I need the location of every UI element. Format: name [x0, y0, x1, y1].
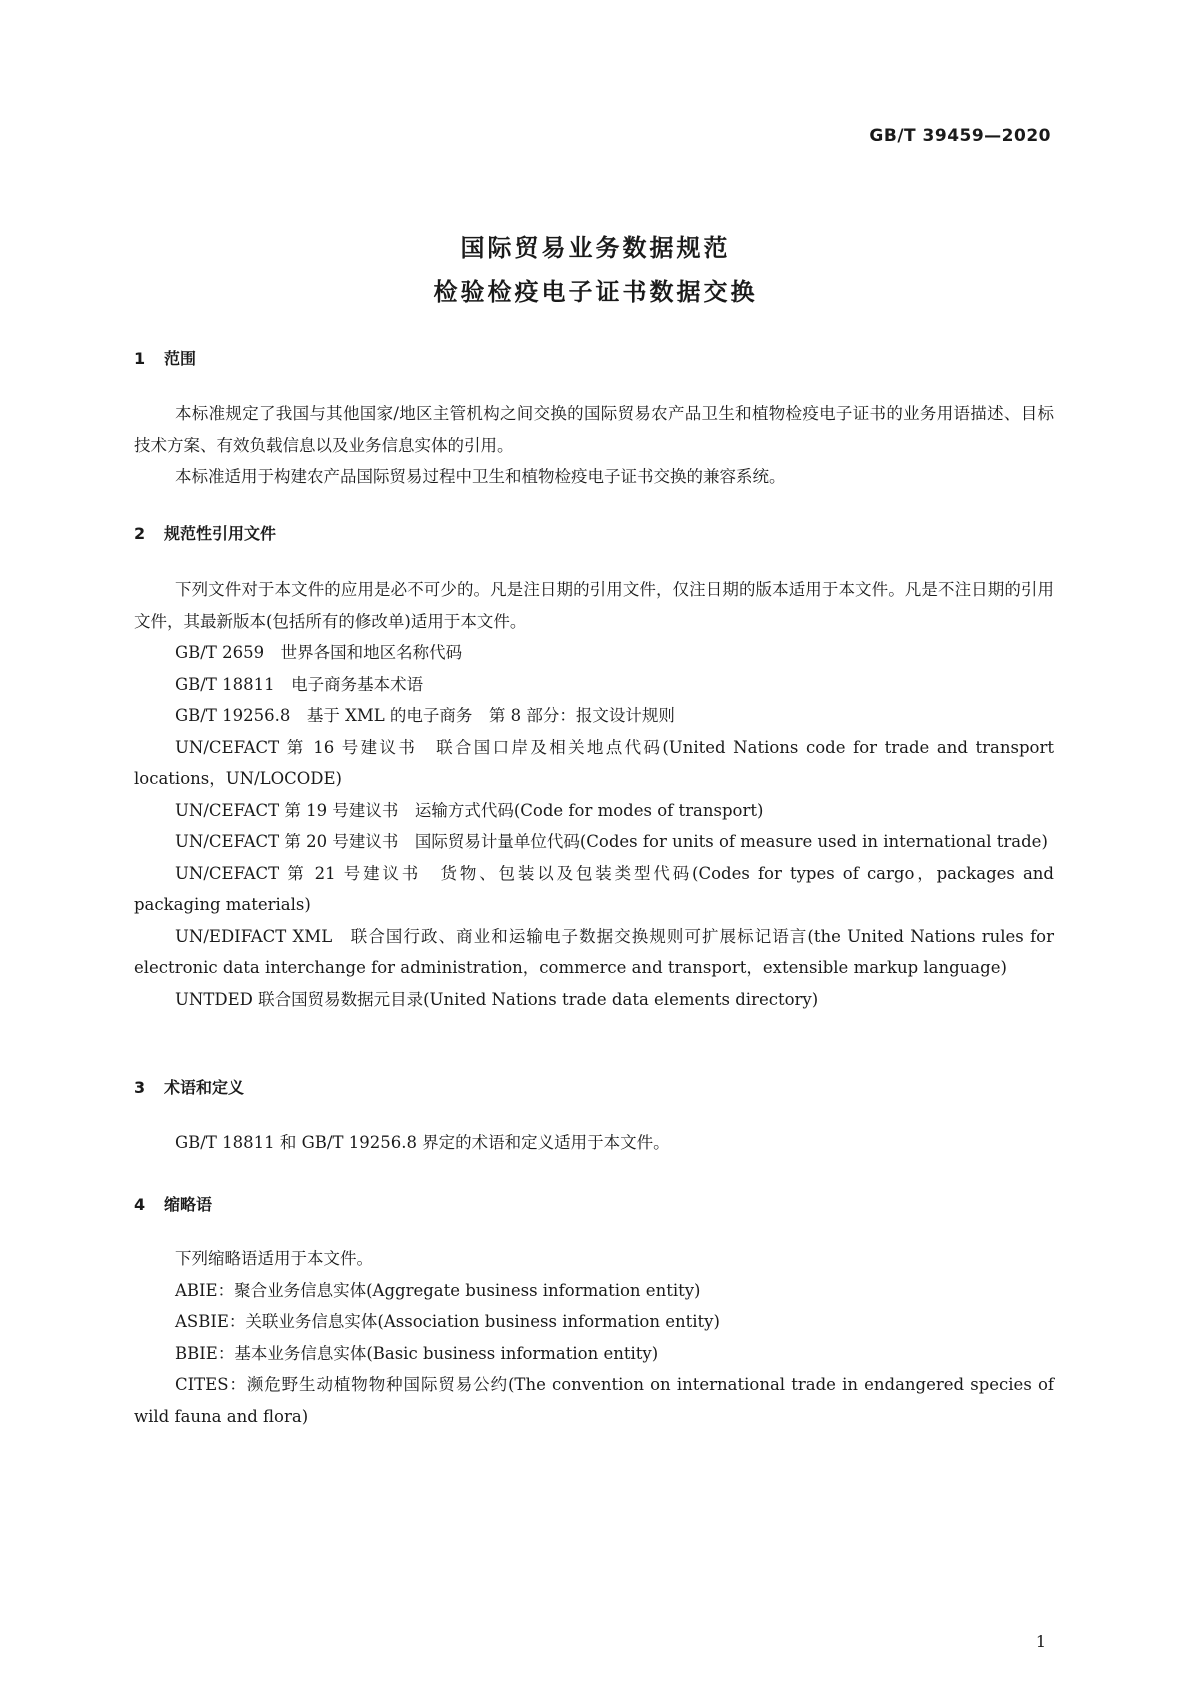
- section-1-body: [134, 398, 1054, 493]
- section-2-body: [134, 574, 1054, 1015]
- reference-item: UN/EDIFACT XML 联合国行政、商业和运输电子数据交换规则可扩展标记语言(the United Nations rules for electronic data interchange for administration，commerce and transport，extensible markup language): [134, 926, 1054, 977]
- reference-item: GB/T 2659 世界各国和地区名称代码: [175, 643, 463, 662]
- abbreviation-item: BBIE：基本业务信息实体(Basic business information entity): [175, 1343, 659, 1363]
- standard-number: GB/T 39459—2020: [869, 126, 1051, 146]
- paragraph: 下列缩略语适用于本文件。: [175, 1249, 373, 1268]
- section-number: 3: [134, 1078, 146, 1097]
- reference-item: GB/T 19256.8 基于 XML 的电子商务 第 8 部分：报文设计规则: [175, 706, 675, 725]
- section-title: 范围: [164, 349, 197, 368]
- paragraph: 本标准规定了我国与其他国家/地区主管机构之间交换的国际贸易农产品卫生和植物检疫电子证书的业务用语描述、目标技术方案、有效负载信息以及业务信息实体的引用。: [134, 404, 1054, 455]
- reference-item: UN/CEFACT 第 19 号建议书 运输方式代码(Code for modes of transport): [175, 800, 764, 820]
- document-title-line-1: 国际贸易业务数据规范: [460, 234, 731, 262]
- paragraph: 下列文件对于本文件的应用是必不可少的。凡是注日期的引用文件，仅注日期的版本适用于本文件。凡是不注日期的引用文件，其最新版本(包括所有的修改单)适用于本文件。: [134, 580, 1054, 631]
- paragraph: 本标准适用于构建农产品国际贸易过程中卫生和植物检疫电子证书交换的兼容系统。: [175, 467, 786, 486]
- section-title: 术语和定义: [164, 1078, 245, 1097]
- section-2-heading: [134, 521, 276, 544]
- section-number: 2: [134, 524, 146, 543]
- document-title-line-2: 检验检疫电子证书数据交换: [433, 278, 758, 306]
- reference-item: UN/CEFACT 第 21 号建议书 货物、包装以及包装类型代码(Codes for types of cargo，packages and packaging materials): [134, 863, 1054, 914]
- reference-item: UN/CEFACT 第 16 号建议书 联合国口岸及相关地点代码(United Nations code for trade and transport locations，UN/LOCODE): [134, 737, 1054, 788]
- section-title: 缩略语: [164, 1195, 213, 1214]
- reference-item: UN/CEFACT 第 20 号建议书 国际贸易计量单位代码(Codes for units of measure used in international trade): [175, 832, 1048, 851]
- section-3-heading: [134, 1075, 244, 1098]
- reference-item: GB/T 18811 电子商务基本术语: [175, 674, 424, 694]
- abbreviation-item: ASBIE：关联业务信息实体(Association business information entity): [175, 1312, 720, 1331]
- section-title: 规范性引用文件: [164, 524, 277, 543]
- reference-item: UNTDED 联合国贸易数据元目录(United Nations trade data elements directory): [175, 989, 819, 1009]
- section-4-heading: [134, 1192, 212, 1215]
- section-number: 4: [134, 1195, 146, 1214]
- section-3-body: [134, 1127, 1054, 1159]
- abbreviation-item: ABIE：聚合业务信息实体(Aggregate business information entity): [175, 1280, 701, 1300]
- section-1-heading: [134, 346, 196, 369]
- section-4-body: [134, 1243, 1054, 1432]
- paragraph: GB/T 18811 和 GB/T 19256.8 界定的术语和定义适用于本文件。: [175, 1133, 670, 1152]
- page-number: 1: [1035, 1632, 1046, 1651]
- section-number: 1: [134, 349, 146, 368]
- abbreviation-item: CITES：濒危野生动植物物种国际贸易公约(The convention on international trade in endangered species of wild fauna and flora): [134, 1375, 1054, 1426]
